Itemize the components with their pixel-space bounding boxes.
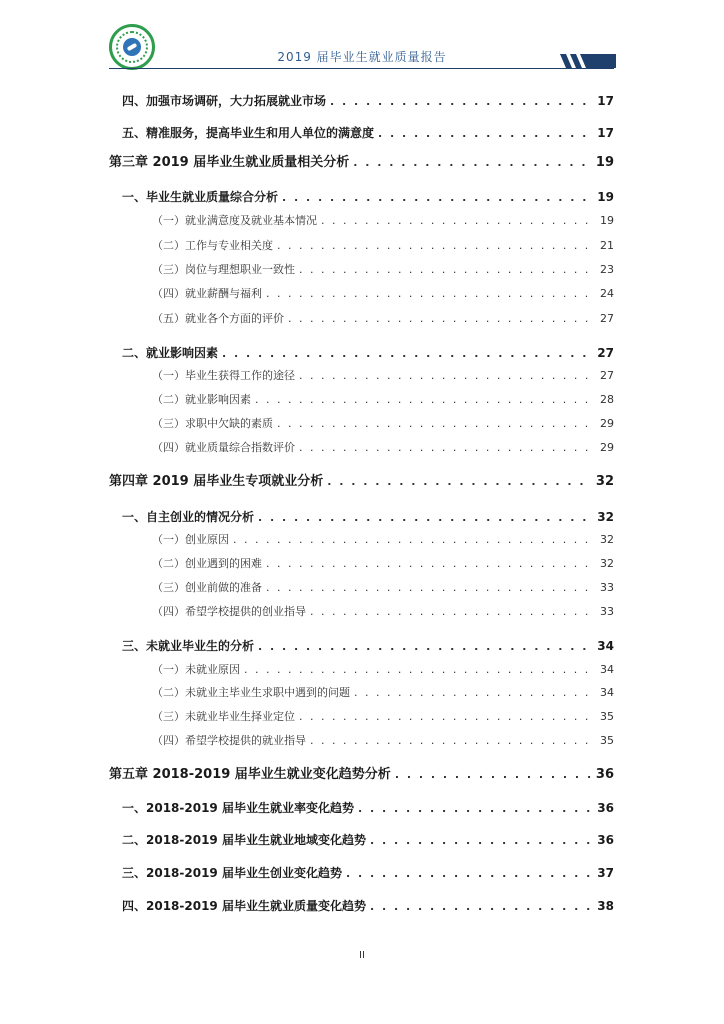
toc-entry-title: （一）就业满意度及就业基本情况 [152, 214, 317, 227]
toc-entry[interactable] [122, 831, 614, 849]
toc-entry-page: 34 [600, 686, 614, 699]
toc-leader-dots [277, 237, 596, 255]
toc-entry-title: 四、加强市场调研，大力拓展就业市场 [122, 94, 327, 108]
toc-entry-title: 五、精准服务，提高毕业生和用人单位的满意度 [122, 126, 375, 140]
toc-entry-title: 第四章 2019 届毕业生专项就业分析 [109, 474, 324, 489]
toc-leader-dots [266, 579, 596, 597]
toc-entry-page: 32 [597, 510, 614, 524]
toc-entry-title: （五）就业各个方面的评价 [152, 312, 284, 325]
toc-leader-dots [310, 603, 596, 621]
toc-entry-page: 35 [600, 710, 614, 723]
toc-leader-dots [299, 439, 596, 457]
toc-leader-dots [258, 638, 593, 656]
toc-entry[interactable] [152, 261, 614, 279]
toc-leader-dots [310, 732, 596, 750]
toc-entry-title: （四）希望学校提供的创业指导 [152, 605, 306, 618]
toc-entry-title: 第五章 2018-2019 届毕业生就业变化趋势分析 [109, 767, 391, 782]
toc-entry-title: （二）创业遇到的困难 [152, 557, 262, 570]
toc-entry[interactable] [122, 799, 614, 817]
toc-entry[interactable] [152, 285, 614, 303]
toc-entry-page: 29 [600, 441, 614, 454]
toc-entry[interactable] [152, 212, 614, 230]
toc-entry-title: 一、毕业生就业质量综合分析 [122, 190, 279, 204]
toc-entry-title: 二、2018-2019 届毕业生就业地域变化趋势 [122, 833, 366, 847]
toc-entry-title: （四）就业质量综合指数评价 [152, 441, 295, 454]
toc-entry[interactable] [152, 708, 614, 726]
toc-entry-page: 36 [597, 833, 614, 847]
toc-leader-dots [370, 832, 593, 850]
toc-entry-page: 29 [600, 417, 614, 430]
toc-entry-title: 三、2018-2019 届毕业生创业变化趋势 [122, 866, 342, 880]
toc-entry-title: 三、未就业毕业生的分析 [122, 639, 255, 653]
toc-entry-page: 19 [595, 155, 614, 170]
page-header [0, 0, 724, 76]
toc-entry-page: 27 [597, 346, 614, 360]
toc-entry-page: 27 [600, 369, 614, 382]
toc-entry[interactable] [122, 188, 614, 206]
toc-entry-page: 32 [600, 557, 614, 570]
toc-entry-title: （一）毕业生获得工作的途径 [152, 369, 295, 382]
toc-leader-dots [299, 367, 596, 385]
toc-leader-dots [266, 285, 596, 303]
toc-entry[interactable] [122, 864, 614, 882]
toc-leader-dots [222, 345, 593, 363]
toc-leader-dots [354, 684, 596, 702]
toc-entry-page: 17 [597, 94, 614, 108]
toc-leader-dots [233, 531, 596, 549]
toc-entry-page: 32 [595, 474, 614, 489]
toc-entry-title: （三）岗位与理想职业一致性 [152, 263, 295, 276]
toc-leader-dots [299, 261, 596, 279]
toc-entry[interactable] [152, 732, 614, 750]
toc-leader-dots [255, 391, 596, 409]
toc-entry[interactable] [122, 637, 614, 655]
toc-entry[interactable] [109, 154, 614, 172]
toc-entry-page: 36 [597, 801, 614, 815]
toc-leader-dots [258, 509, 593, 527]
toc-entry-page: 36 [595, 767, 614, 782]
header-stripes-decoration [556, 54, 616, 68]
toc-entry[interactable] [152, 310, 614, 328]
toc-entry[interactable] [152, 684, 614, 702]
toc-entry[interactable] [122, 124, 614, 142]
toc-entry-page: 21 [600, 239, 614, 252]
toc-entry-page: 35 [600, 734, 614, 747]
toc-entry-page: 33 [600, 581, 614, 594]
toc-leader-dots [346, 865, 593, 883]
toc-entry-page: 34 [600, 663, 614, 676]
toc-entry[interactable] [122, 897, 614, 915]
toc-leader-dots [288, 310, 596, 328]
toc-leader-dots [358, 800, 593, 818]
toc-leader-dots [282, 189, 593, 207]
toc-entry[interactable] [122, 92, 614, 110]
toc-entry-title: （二）就业影响因素 [152, 393, 251, 406]
toc-leader-dots [378, 125, 593, 143]
toc-entry-page: 34 [597, 639, 614, 653]
toc-entry-title: （一）未就业原因 [152, 663, 240, 676]
toc-entry-page: 27 [600, 312, 614, 325]
toc-entry-page: 32 [600, 533, 614, 546]
toc-leader-dots [277, 415, 596, 433]
toc-entry[interactable] [152, 603, 614, 621]
toc-entry-page: 23 [600, 263, 614, 276]
toc-entry[interactable] [109, 766, 614, 784]
page-number: II [359, 950, 365, 961]
toc-leader-dots [370, 898, 593, 916]
toc-entry-title: 一、自主创业的情况分析 [122, 510, 255, 524]
toc-entry[interactable] [152, 415, 614, 433]
toc-leader-dots [353, 154, 592, 172]
toc-entry-title: （三）创业前做的准备 [152, 581, 262, 594]
toc-entry-title: （三）未就业毕业生择业定位 [152, 710, 295, 723]
toc-entry-title: 一、2018-2019 届毕业生就业率变化趋势 [122, 801, 354, 815]
toc-entry[interactable] [152, 661, 614, 679]
toc-entry[interactable] [152, 367, 614, 385]
toc-entry-page: 38 [597, 899, 614, 913]
toc-entry[interactable] [152, 439, 614, 457]
toc-entry[interactable] [152, 391, 614, 409]
toc-entry-title: 第三章 2019 届毕业生就业质量相关分析 [109, 155, 350, 170]
toc-entry-page: 37 [597, 866, 614, 880]
toc-entry-page: 17 [597, 126, 614, 140]
toc-leader-dots [244, 661, 596, 679]
toc-entry-title: （四）希望学校提供的就业指导 [152, 734, 306, 747]
toc-entry-page: 28 [600, 393, 614, 406]
toc-entry-page: 19 [597, 190, 614, 204]
toc-entry[interactable] [109, 473, 614, 491]
toc-entry-title: （一）创业原因 [152, 533, 229, 546]
toc-entry[interactable] [122, 508, 614, 526]
toc-leader-dots [395, 766, 592, 784]
toc-entry-title: （二）未就业主毕业生求职中遇到的问题 [152, 686, 350, 699]
toc-leader-dots [321, 212, 596, 230]
toc-entry-page: 24 [600, 287, 614, 300]
toc-entry[interactable] [152, 579, 614, 597]
toc-leader-dots [327, 473, 592, 491]
toc-entry[interactable] [152, 237, 614, 255]
toc-leader-dots [330, 93, 593, 111]
toc-entry-page: 19 [600, 214, 614, 227]
toc-entry[interactable] [122, 344, 614, 362]
toc-entry-page: 33 [600, 605, 614, 618]
toc-entry-title: （四）就业薪酬与福利 [152, 287, 262, 300]
toc-entry-title: 二、就业影响因素 [122, 346, 219, 360]
header-divider [109, 68, 614, 69]
toc-leader-dots [299, 708, 596, 726]
toc-entry-title: （二）工作与专业相关度 [152, 239, 273, 252]
toc-leader-dots [266, 555, 596, 573]
toc-entry-title: （三）求职中欠缺的素质 [152, 417, 273, 430]
toc-entry[interactable] [152, 531, 614, 549]
header-title: 2019 届毕业生就业质量报告 [277, 50, 447, 64]
toc-entry[interactable] [152, 555, 614, 573]
toc-entry-title: 四、2018-2019 届毕业生就业质量变化趋势 [122, 899, 366, 913]
